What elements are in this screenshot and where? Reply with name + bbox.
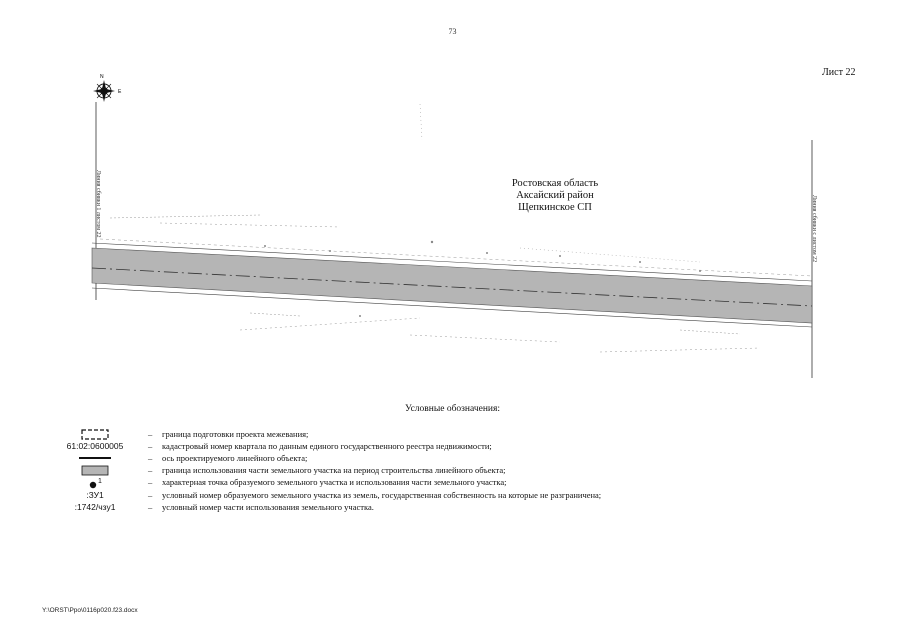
region-label-line1: Ростовская область	[511, 178, 599, 189]
legend-description: условный номер части использования земельного участка.	[162, 502, 374, 512]
axis-line-icon	[40, 452, 153, 464]
legend-row-object-axis	[40, 452, 890, 464]
legend-description: граница использования части земельного участка на период строительства линейного объекта;	[162, 465, 506, 475]
legend-description: граница подготовки проекта межевания;	[162, 429, 309, 439]
legend-row-construction-use	[40, 464, 890, 476]
region-label-line3: Щепкинское СП	[518, 202, 592, 213]
legend-description: кадастровый номер квартала по данным единого государственного реестра недвижимости;	[162, 441, 492, 451]
right-match-note: Линия сбивки с листом 22	[811, 195, 817, 263]
legend-row-characteristic-point	[40, 476, 890, 488]
legend-row-project-boundary	[40, 428, 890, 440]
sheet-label: Лист 22	[822, 67, 856, 78]
legend-dash: –	[148, 429, 153, 439]
compass-north-label: N	[100, 74, 104, 80]
page-number: 73	[448, 27, 457, 36]
compass-east-label: E	[118, 89, 122, 95]
legend-title: Условные обозначения:	[404, 404, 500, 414]
dashed-box-icon	[40, 428, 153, 440]
left-match-note: Линия сбивки 1 листом 22	[95, 170, 101, 238]
legend-row-cadastral-number	[40, 440, 890, 452]
part-number-symbol: :1742/чзу1	[74, 502, 116, 512]
point-symbol	[40, 476, 153, 490]
compass-icon	[93, 74, 122, 102]
parcel-number-symbol: :ЗУ1	[86, 490, 104, 500]
legend-dash: –	[148, 502, 153, 512]
legend-dash: –	[148, 490, 153, 500]
legend-description: условный номер образуемого земельного участка из земель, государственная собственность на которые не разграничена;	[162, 490, 602, 500]
legend-dash: –	[148, 441, 153, 451]
gray-box-icon	[40, 464, 153, 476]
cadastral-number-symbol: 61:02:0600005	[66, 441, 124, 451]
legend-dash: –	[148, 465, 153, 475]
region-label-line2: Аксайский район	[516, 190, 594, 201]
legend-dash: –	[148, 453, 153, 463]
legend-description: ось проектируемого линейного объекта;	[162, 453, 308, 463]
legend-description: характерная точка образуемого земельного участка и использования части земельного участка;	[162, 477, 507, 487]
construction-strip	[92, 248, 812, 323]
footer-file-path: Y:\ORST\Ppo\0116p020.f23.docx	[42, 607, 138, 614]
legend-row-part-number	[40, 501, 890, 513]
legend-row-parcel-number	[40, 489, 890, 501]
point-number: 1	[98, 478, 102, 485]
legend-dash: –	[148, 477, 153, 487]
